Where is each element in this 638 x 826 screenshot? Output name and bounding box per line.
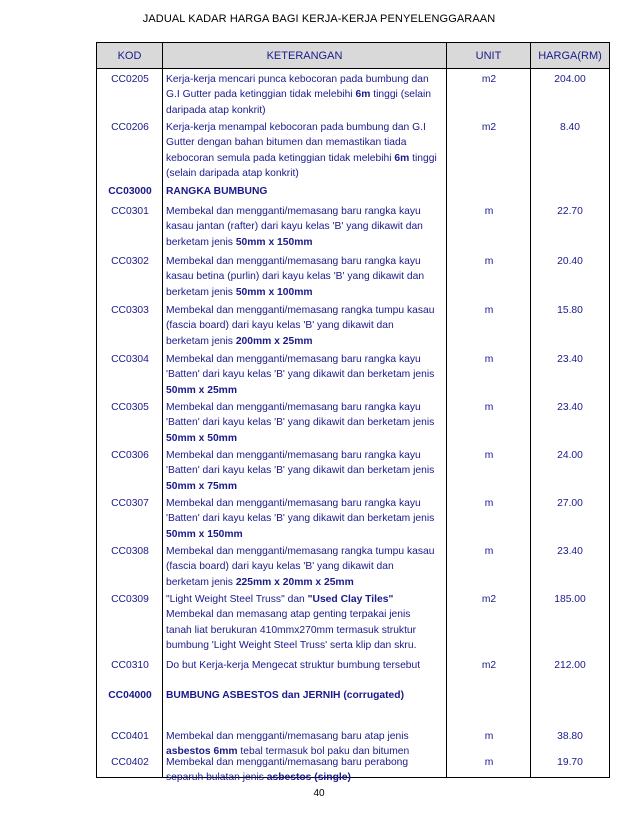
keterangan-line: kasau jantan (rafter) dari kayu kelas 'B' yang dikawit dan xyxy=(166,221,423,233)
row-harga: 204.00 xyxy=(554,74,586,85)
keterangan-line: Membekal dan mengganti/memasang baru rangka kayu xyxy=(166,354,421,365)
keterangan-line: Membekal dan mengganti/memasang baru rangka kayu xyxy=(166,402,421,413)
header-unit: UNIT xyxy=(447,43,531,68)
document-title: JADUAL KADAR HARGA BAGI KERJA-KERJA PENYELENGGARAAN xyxy=(142,13,496,25)
row-unit: m xyxy=(484,498,494,509)
keterangan-line: Gutter dengan bahan bitumen dan memastikan tiada xyxy=(166,137,407,149)
row-kod: CC0301 xyxy=(111,206,149,217)
keterangan-line: "Light Weight Steel Truss" dan "Used Clay Tiles" xyxy=(166,594,394,605)
row-keterangan xyxy=(166,184,446,199)
row-keterangan xyxy=(166,688,446,703)
row-unit: m xyxy=(484,354,494,365)
row-unit: m xyxy=(484,305,494,316)
row-unit: m xyxy=(484,731,494,742)
keterangan-line: Membekal dan mengganti/memasang rangka tumpu kasau xyxy=(166,305,435,316)
row-kod: CC0309 xyxy=(111,594,149,605)
row-keterangan xyxy=(166,755,446,786)
row-unit: m xyxy=(484,757,494,768)
keterangan-line: 'Batten' dari kayu kelas 'B' yang dikawit dan berketam jenis xyxy=(166,465,435,477)
header-harga: HARGA(RM) xyxy=(538,49,602,62)
keterangan-line: berketam jenis 200mm x 25mm xyxy=(166,335,313,347)
row-harga: 23.40 xyxy=(557,546,583,557)
keterangan-line: 'Batten' dari kayu kelas 'B' yang dikawit dan berketam jenis xyxy=(166,417,435,429)
keterangan-line: (selain daripada atap konkrit) xyxy=(166,167,299,179)
row-harga: 212.00 xyxy=(554,660,586,671)
row-keterangan xyxy=(166,400,446,446)
keterangan-line: 50mm x 50mm xyxy=(166,432,237,444)
row-kod: CC0401 xyxy=(111,731,149,742)
keterangan-line: Membekal dan memasang atap genting terpakai jenis xyxy=(166,609,411,621)
row-keterangan xyxy=(166,448,446,494)
row-unit: m xyxy=(484,402,494,413)
row-unit: m2 xyxy=(481,660,497,671)
keterangan-line: daripada atap konkrit) xyxy=(166,104,266,116)
keterangan-line: G.I Gutter pada ketinggian tidak melebihi 6m tinggi (selain xyxy=(166,89,432,101)
keterangan-line: Membekal dan mengganti/memasang baru rangka kayu xyxy=(166,206,421,217)
row-kod: CC0307 xyxy=(111,498,149,509)
rate-table xyxy=(96,42,610,784)
row-unit: m xyxy=(484,256,494,267)
row-harga: 15.80 xyxy=(557,305,583,316)
keterangan-line: bumbung 'Light Weight Steel Truss' serta klip dan skru. xyxy=(166,639,417,651)
row-harga: 20.40 xyxy=(557,256,583,267)
row-kod: CC03000 xyxy=(108,186,152,197)
keterangan-line: asbestos 6mm tebal termasuk bol paku dan bitumen xyxy=(166,746,410,758)
row-harga: 38.80 xyxy=(557,731,583,742)
row-kod: CC0308 xyxy=(111,546,149,557)
row-harga: 23.40 xyxy=(557,402,583,413)
keterangan-line: RANGKA BUMBUNG xyxy=(166,186,268,197)
keterangan-line: Membekal dan mengganti/memasang baru perabong xyxy=(166,757,409,768)
row-kod: CC0306 xyxy=(111,450,149,461)
row-harga: 8.40 xyxy=(559,122,581,133)
keterangan-line: 'Batten' dari kayu kelas 'B' yang dikawit dan berketam jenis xyxy=(166,513,435,525)
keterangan-line: kebocoran semula pada ketinggian tidak melebihi 6m tinggi xyxy=(166,152,437,164)
keterangan-line: tanah liat berukuran 410mmx270mm termasuk struktur xyxy=(166,624,417,636)
keterangan-line: berketam jenis 225mm x 20mm x 25mm xyxy=(166,576,354,588)
row-unit: m xyxy=(484,206,494,217)
row-unit: m2 xyxy=(481,74,497,85)
row-kod: CC0305 xyxy=(111,402,149,413)
keterangan-line: kasau betina (purlin) dari kayu kelas 'B' yang dikawit dan xyxy=(166,271,425,283)
keterangan-line: 50mm x 25mm xyxy=(166,384,237,396)
row-unit: m xyxy=(484,450,494,461)
row-harga: 27.00 xyxy=(557,498,583,509)
row-keterangan xyxy=(166,544,446,590)
keterangan-line: Kerja-kerja mencari punca kebocoran pada bumbung dan xyxy=(166,74,429,85)
row-kod: CC0402 xyxy=(111,757,149,768)
row-unit: m xyxy=(484,546,494,557)
row-harga: 185.00 xyxy=(554,594,586,605)
keterangan-line: Kerja-kerja menampal kebocoran pada bumbung dan G.I xyxy=(166,122,426,133)
page-number: 40 xyxy=(313,788,325,799)
row-keterangan xyxy=(166,72,446,118)
table-header xyxy=(97,43,609,69)
keterangan-line: BUMBUNG ASBESTOS dan JERNIH (corrugated) xyxy=(166,690,404,701)
keterangan-line: Do but Kerja-kerja Mengecat struktur bumbung tersebut xyxy=(166,660,421,671)
row-kod: CC0302 xyxy=(111,256,149,267)
row-kod: CC0304 xyxy=(111,354,149,365)
row-keterangan xyxy=(166,303,446,349)
row-unit: m2 xyxy=(481,122,497,133)
keterangan-line: 'Batten' dari kayu kelas 'B' yang dikawit dan berketam jenis xyxy=(166,369,435,381)
row-kod: CC0310 xyxy=(111,660,149,671)
keterangan-line: Membekal dan mengganti/memasang rangka tumpu kasau xyxy=(166,546,435,557)
header-keterangan: KETERANGAN xyxy=(163,43,447,68)
row-keterangan xyxy=(166,592,446,653)
keterangan-line: (fascia board) dari kayu kelas 'B' yang dikawit dan xyxy=(166,561,394,573)
row-kod: CC0303 xyxy=(111,305,149,316)
row-harga: 22.70 xyxy=(557,206,583,217)
row-keterangan xyxy=(166,352,446,398)
keterangan-line: (fascia board) dari kayu kelas 'B' yang dikawit dan xyxy=(166,320,394,332)
row-harga: 19.70 xyxy=(557,757,583,768)
row-keterangan xyxy=(166,204,446,250)
row-kod: CC0205 xyxy=(111,74,149,85)
row-kod: CC0206 xyxy=(111,122,149,133)
keterangan-line: 50mm x 150mm xyxy=(166,528,243,540)
keterangan-line: Membekal dan mengganti/memasang baru rangka kayu xyxy=(166,498,421,509)
keterangan-line: 50mm x 75mm xyxy=(166,480,237,492)
row-keterangan xyxy=(166,658,446,673)
keterangan-line: berketam jenis 50mm x 100mm xyxy=(166,286,313,298)
keterangan-line: berketam jenis 50mm x 150mm xyxy=(166,236,313,248)
header-kod: KOD xyxy=(97,43,163,68)
keterangan-line: Membekal dan mengganti/memasang baru atap jenis xyxy=(166,731,409,742)
row-keterangan xyxy=(166,120,446,181)
row-harga: 24.00 xyxy=(557,450,583,461)
row-keterangan xyxy=(166,496,446,542)
keterangan-line: separuh bulatan jenis asbestos (single) xyxy=(166,772,351,784)
row-harga: 23.40 xyxy=(557,354,583,365)
keterangan-line: Membekal dan mengganti/memasang baru rangka kayu xyxy=(166,256,421,267)
keterangan-line: Membekal dan mengganti/memasang baru rangka kayu xyxy=(166,450,421,461)
row-keterangan xyxy=(166,254,446,300)
row-kod: CC04000 xyxy=(108,690,152,701)
row-unit: m2 xyxy=(481,594,497,605)
